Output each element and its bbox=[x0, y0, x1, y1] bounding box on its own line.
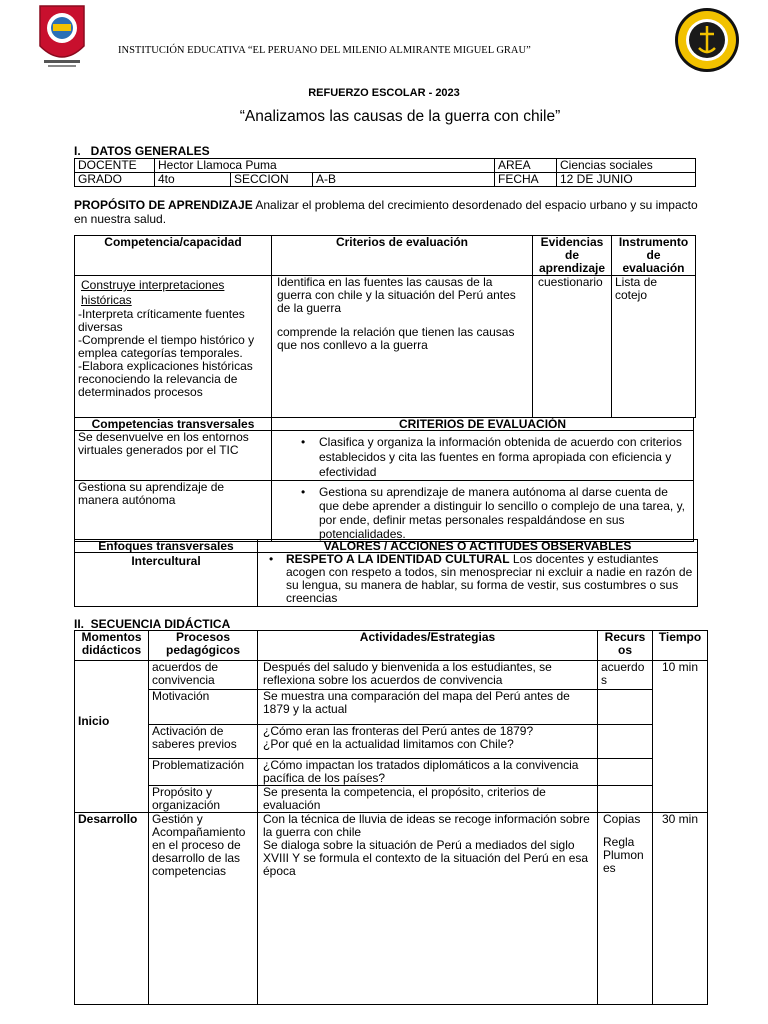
proceso-problematizacion: Problematización bbox=[149, 759, 258, 786]
tiempo-inicio: 10 min bbox=[653, 661, 708, 813]
fecha-label: FECHA bbox=[495, 173, 557, 187]
transversal-criterio-1-text: • Clasifica y organiza la información obtenida de acuerdo con criterios establecidos y cita las fuentes en forma apropiada con eficiencia y efectividad bbox=[275, 435, 690, 480]
enfoque-action: Los docentes y estudiantes acogen con respeto a todos, sin menospreciar ni excluir a nadie en razón de su lengua, su manera de hablar, su forma de vestir, sus costumbres o sus creencias bbox=[286, 552, 693, 605]
header-momentos: Momentos didácticos bbox=[75, 631, 149, 661]
grado-value: 4to bbox=[155, 173, 231, 187]
recurso-problematizacion bbox=[598, 759, 653, 786]
actividad-proposito: Se presenta la competencia, el propósito, criterios de evaluación bbox=[258, 786, 598, 813]
recurso-saberes bbox=[598, 725, 653, 759]
actividad-acuerdos: Después del saludo y bienvenida a los estudiantes, se reflexiona sobre los acuerdos de convivencia bbox=[258, 661, 598, 690]
right-school-logo bbox=[674, 6, 740, 74]
learning-purpose-text: Analizar el problema del crecimiento desordenado del espacio urbano y su impacto en nuestra salud. bbox=[74, 198, 698, 226]
header-tiempo: Tiempo bbox=[653, 631, 708, 661]
capacidades-list: -Interpreta críticamente fuentes diversas -Comprende el tiempo histórico y emplea categorías temporales. -Elabora explicaciones históricas reconociendo la relevancia de determinados procesos bbox=[78, 307, 255, 399]
grado-label: GRADO bbox=[75, 173, 155, 187]
proceso-saberes: Activación de saberes previos bbox=[149, 725, 258, 759]
transversal-competencies-table bbox=[74, 417, 694, 542]
recurso-copias: Copias bbox=[603, 812, 641, 826]
institution-name: INSTITUCIÓN EDUCATIVA “EL PERUANO DEL MILENIO ALMIRANTE MIGUEL GRAU” bbox=[118, 45, 531, 56]
criterio-1: Identifica en las fuentes las causas de la guerra con chile y la situación del Perú antes de la guerra bbox=[277, 275, 516, 315]
transversal-competencia-2: Gestiona su aprendizaje de manera autónoma bbox=[75, 481, 272, 542]
competencia-title: Construye interpretaciones históricas bbox=[81, 278, 225, 307]
cross-cutting-approaches-table bbox=[74, 539, 698, 607]
proceso-acuerdos: acuerdos de convivencia bbox=[149, 661, 258, 690]
proceso-proposito: Propósito y organización bbox=[149, 786, 258, 813]
header-enfoques: Enfoques transversales bbox=[75, 540, 258, 553]
transversal-criterio-2 bbox=[272, 481, 694, 542]
header-criterios: Criterios de evaluación bbox=[272, 236, 533, 276]
transversal-criterio-1 bbox=[272, 431, 694, 481]
actividad-saberes: ¿Cómo eran las fronteras del Perú antes de 1879? ¿Por qué en la actualidad limitamos con Chile? bbox=[258, 725, 598, 759]
didactic-sequence-table bbox=[74, 630, 708, 1005]
learning-purpose bbox=[74, 198, 699, 226]
evidencia-value: cuestionario bbox=[533, 276, 612, 418]
docente-value: Hector Llamoca Puma bbox=[155, 159, 495, 173]
docente-label: DOCENTE bbox=[75, 159, 155, 173]
left-school-logo bbox=[36, 2, 88, 72]
seccion-value: A-B bbox=[313, 173, 495, 187]
transversal-competencia-1: Se desenvuelve en los entornos virtuales generados por el TIC bbox=[75, 431, 272, 481]
momento-inicio: Inicio bbox=[75, 661, 149, 813]
enfoque-name: Intercultural bbox=[75, 553, 258, 607]
recurso-plumones: Plumones bbox=[603, 848, 644, 875]
area-label: AREA bbox=[495, 159, 557, 173]
enfoque-value: RESPETO A LA IDENTIDAD CULTURAL bbox=[286, 552, 510, 566]
header-criterios-evaluacion: CRITERIOS DE EVALUACIÓN bbox=[272, 418, 694, 431]
fecha-value: 12 DE JUNIO bbox=[557, 173, 696, 187]
document-subtitle: “Analizamos las causas de la guerra con chile” bbox=[239, 108, 561, 125]
tiempo-desarrollo: 30 min bbox=[653, 813, 708, 1005]
section-2-title: II. SECUENCIA DIDÁCTICA bbox=[74, 617, 231, 631]
section-1-title: I. DATOS GENERALES bbox=[74, 144, 210, 158]
actividad-problematizacion: ¿Cómo impactan los tratados diplomáticos a la convivencia pacífica de los países? bbox=[258, 759, 598, 786]
area-value: Ciencias sociales bbox=[557, 159, 696, 173]
header-competencias-transversales: Competencias transversales bbox=[75, 418, 272, 431]
competencia-cell bbox=[75, 276, 272, 418]
recurso-inicio: acuerdos bbox=[598, 661, 653, 690]
header-valores: VALORES / ACCIONES O ACTITUDES OBSERVABLES bbox=[258, 540, 698, 553]
proceso-desarrollo: Gestión y Acompañamiento en el proceso de desarrollo de las competencias bbox=[149, 813, 258, 1005]
recurso-regla: Regla bbox=[603, 835, 635, 849]
criterio-2: comprende la relación que tienen las causas que nos conllevo a la guerra bbox=[277, 325, 515, 352]
bullet-dot: • bbox=[269, 552, 274, 566]
transversal-criterio-2-text: • Gestiona su aprendizaje de manera autónoma al darse cuenta de que debe aprender a distinguir lo sencillo o complejo de una tarea, y, por ende, definir metas personales respaldándose en sus potencialidades. bbox=[275, 485, 690, 541]
enfoque-description bbox=[258, 553, 698, 607]
recursos-desarrollo bbox=[598, 813, 653, 1005]
general-data-table bbox=[74, 158, 696, 187]
learning-purpose-label: PROPÓSITO DE APRENDIZAJE bbox=[74, 198, 253, 212]
document-title: REFUERZO ESCOLAR - 2023 bbox=[308, 87, 460, 99]
proceso-motivacion: Motivación bbox=[149, 690, 258, 725]
seccion-label: SECCION bbox=[231, 173, 313, 187]
header-evidencias: Evidencias de aprendizaje bbox=[533, 236, 612, 276]
competencies-table bbox=[74, 235, 696, 418]
actividad-motivacion: Se muestra una comparación del mapa del Perú antes de 1879 y la actual bbox=[258, 690, 598, 725]
recurso-proposito bbox=[598, 786, 653, 813]
header-recursos: Recursos bbox=[598, 631, 653, 661]
momento-desarrollo: Desarrollo bbox=[75, 813, 149, 1005]
header-instrumento: Instrumento de evaluación bbox=[612, 236, 696, 276]
criterios-cell bbox=[272, 276, 533, 418]
enfoque-bullet bbox=[261, 553, 694, 605]
header-procesos: Procesos pedagógicos bbox=[149, 631, 258, 661]
recurso-motivacion bbox=[598, 690, 653, 725]
header-actividades: Actividades/Estrategias bbox=[258, 631, 598, 661]
instrumento-value: Lista de cotejo bbox=[612, 276, 696, 418]
header-competencia: Competencia/capacidad bbox=[75, 236, 272, 276]
actividad-desarrollo: Con la técnica de lluvia de ideas se recoge información sobre la guerra con chile Se dialoga sobre la situación de Perú a mediados del siglo XVIII Y se formula el contexto de la situación del Perú en esa época bbox=[258, 813, 598, 1005]
